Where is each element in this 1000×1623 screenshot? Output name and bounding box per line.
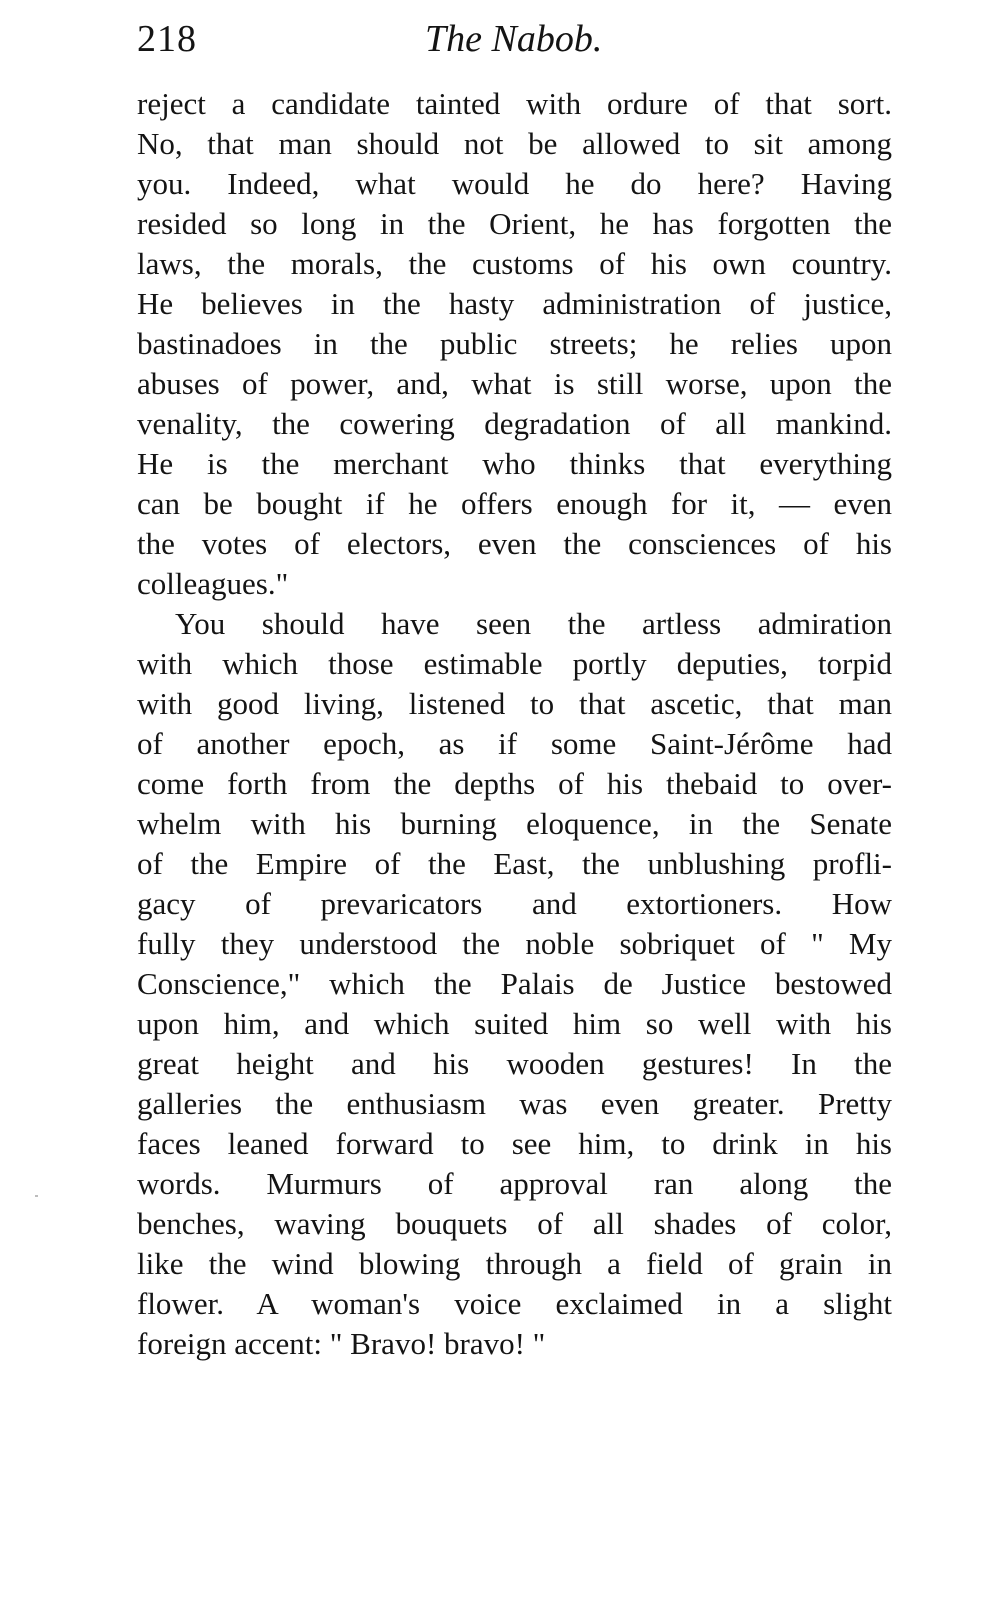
text-line: faces leaned forward to see him, to drink in his [137,1126,892,1161]
body-text [137,84,892,1364]
running-title: The Nabob. [425,18,603,60]
text-line: benches, waving bouquets of all shades of color, [137,1206,892,1241]
text-line: venality, the cowering degradation of all mankind. [137,406,892,441]
text-line: fully they understood the noble sobriquet of " My [137,926,892,961]
text-line: No, that man should not be allowed to sit among [137,126,892,161]
text-line: abuses of power, and, what is still worse, upon the [137,366,892,401]
text-line: gacy of prevaricators and extortioners. How [137,886,892,921]
text-line: the votes of electors, even the consciences of his [137,526,892,561]
paragraph-start-line: You should have seen the artless admiration [175,606,892,641]
page-number: 218 [137,18,197,60]
text-line: bastinadoes in the public streets; he relies upon [137,326,892,361]
text-line: whelm with his burning eloquence, in the Senate [137,806,892,841]
scan-speck [35,1195,38,1197]
text-line: upon him, and which suited him so well with his [137,1006,892,1041]
text-line: with which those estimable portly deputies, torpid [137,646,892,681]
text-line: can be bought if he offers enough for it, — even [137,486,892,521]
text-line: resided so long in the Orient, he has forgotten the [137,206,892,241]
text-line: flower. A woman's voice exclaimed in a slight [137,1286,892,1321]
text-line: words. Murmurs of approval ran along the [137,1166,892,1201]
text-line: laws, the morals, the customs of his own country. [137,246,892,281]
text-line: Conscience," which the Palais de Justice bestowed [137,966,892,1001]
text-line: come forth from the depths of his thebaid to over- [137,766,892,801]
text-line: reject a candidate tainted with ordure of that sort. [137,86,892,121]
paragraph-end-line: foreign accent: " Bravo! bravo! " [137,1326,546,1361]
text-line: galleries the enthusiasm was even greater. Pretty [137,1086,892,1121]
text-line: He is the merchant who thinks that everything [137,446,892,481]
text-line: of the Empire of the East, the unblushing profli- [137,846,892,881]
text-line: He believes in the hasty administration of justice, [137,286,892,321]
text-line: you. Indeed, what would he do here? Having [137,166,892,201]
text-line: with good living, listened to that ascetic, that man [137,686,892,721]
text-line: great height and his wooden gestures! In the [137,1046,892,1081]
text-line: like the wind blowing through a field of grain in [137,1246,892,1281]
text-line: of another epoch, as if some Saint-Jérôme had [137,726,892,761]
paragraph-end-line: colleagues." [137,566,289,601]
